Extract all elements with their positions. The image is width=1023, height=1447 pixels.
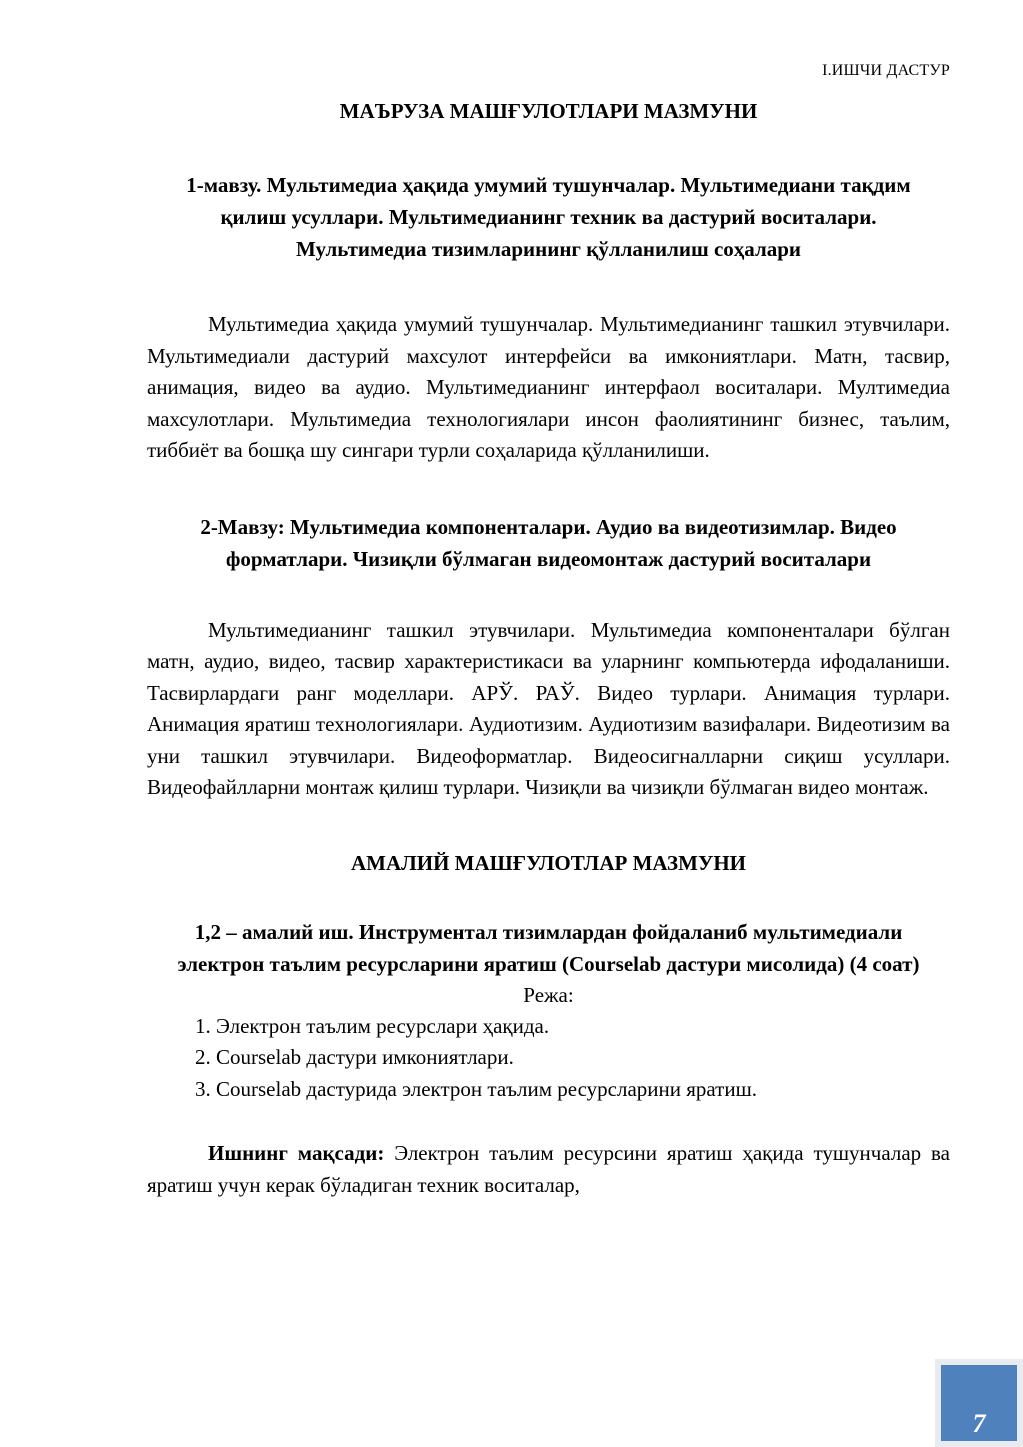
lecture-section-title: МАЪРУЗА МАШҒУЛОТЛАРИ МАЗМУНИ — [339, 99, 758, 123]
goal-paragraph — [147, 1138, 950, 1201]
practical-section-title: АМАЛИЙ МАШҒУЛОТЛАР МАЗМУНИ — [350, 850, 747, 875]
topic-2-title: 2-Мавзу: Мультимедиа компоненталари. Аудио ва видеотизимлар. Видео форматлари. Чизиқли бўлмаган видеомонтаж дастурий воситалари — [200, 514, 897, 571]
page-content — [147, 96, 950, 1201]
plan-item: 1. Электрон таълим ресурслари ҳақида. — [195, 1013, 550, 1038]
topic-1-body: Мультимедиа ҳақида умумий тушунчалар. Мультимедианинг ташкил этувчилари. Мультимедиали дастурий махсулот интерфейси ва имкониятлари. Матн, тасвир, анимация, видео ва аудио. Мультимедианинг интерфаол воситалари. Мултимедиа махсулотлари. Мультимедиа технологиялари инсон фаолиятининг бизнес, таълим, тиббиёт ва бошқа шу сингари турли соҳаларида қўлланилиши. — [147, 312, 950, 462]
topic-1-title: 1-мавзу. Мультимедиа ҳақида умумий тушунчалар. Мультимедиани тақдим қилиш усуллари. Мультимедианинг техник ва дастурий воситалари. Мультимедиа тизимларининг қўлланилиш соҳалари — [186, 173, 911, 261]
plan-label: Режа: — [523, 982, 574, 1007]
topic-2-body: Мультимедианинг ташкил этувчилари. Мультимедиа компоненталари бўлган матн, аудио, видео, тасвир характеристикаси ва уларнинг компьютерда ифодаланиши. Тасвирлардаги ранг моделлари. АРЎ. РАЎ. Видео турлари. Анимация турлари. Анимация яратиш технологиялари. Аудиотизим. Аудиотизим вазифалари. Видеотизим ва уни ташкил этувчилари. Видеоформатлар. Видеосигналларни сиқиш усуллари. Видеофайлларни монтаж қилиш турлари. Чизиқли ва чизиқли бўлмаган видео монтаж. — [147, 617, 950, 799]
page-number: 7 — [941, 1365, 1017, 1441]
goal-label: Ишнинг мақсади: — [208, 1141, 385, 1165]
practical-work-title: 1,2 – амалий иш. Инструментал тизимлардан фойдаланиб мультимедиали электрон таълим ресурсларини яратиш (Courselab дастури мисолида) (4 соат) — [177, 919, 920, 976]
goal-text: Электрон таълим ресурсини яратиш ҳақида тушунчалар ва яратиш учун керак бўладиган техник воситалар, — [147, 1141, 951, 1197]
plan-item: 3. Courselab дастурида электрон таълим ресурсларини яратиш. — [195, 1076, 758, 1101]
running-header: І.ИШЧИ ДАСТУР — [822, 62, 950, 79]
plan-item: 2. Courselab дастури имкониятлари. — [195, 1045, 514, 1069]
plan-list — [147, 1011, 950, 1106]
